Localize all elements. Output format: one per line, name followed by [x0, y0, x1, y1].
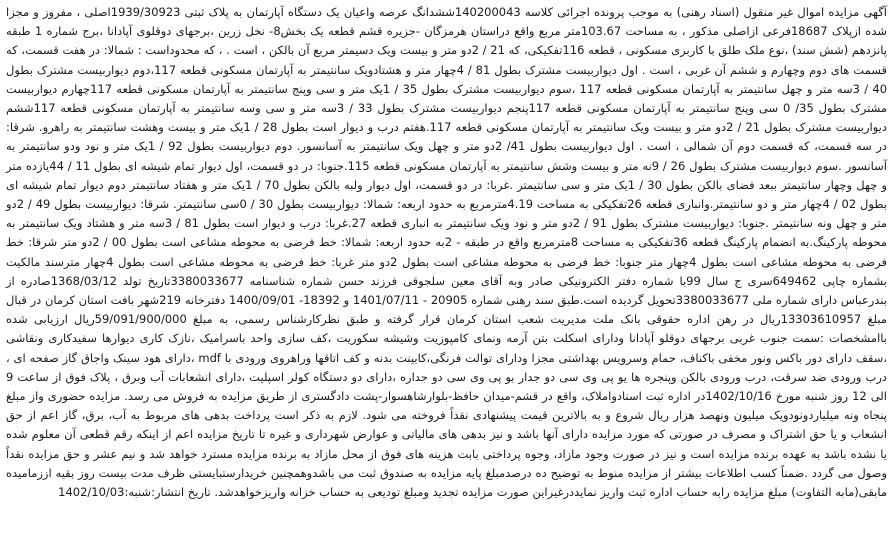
notice-body-text: آگهی مزایده اموال غیر منقول (اسناد رهنی) به موجب پرونده اجرائی کلاسه 140200043ششدانگ عرصه واعیان یک دستگاه آپارتمان به پلاک ثبتی 1939/30923اصلی ، مفروز و مجزا شده ازپلاک 18687فرعی ازاصلی مذکور ، به مساحت 103.67متر مربع واقع دراستان هرمزگان -جزیره قشم قطعه یک بخش8- نخل زرین ،برجهای دوقلوی آپادانا ،برج شماره 1 طبقه پانزدهم (شش سند) ،نوع ملک طلق با کاربری مسکونی ، قطعه 116تفکیکی، که 21 / 2دو متر و بیست ویک دسیمتر مربع آن بالکن ، است . ، که محدوداست : شمالا: در هفت قسمت، که قسمت های دوم وچهارم و ششم آن غربی ، است . اول دیواربیست مشترک بطول 81 / 4چهار متر و هشتادویک سانتیمتر به آپارتمان مسکونی قطعه 117،دوم دیواربیست مشترک بطول 40 / 3سه متر و چهل سانتیمتر به آپارتمان مسکونی قطعه 117 ،سوم دیواربیست مشترک بطول 35 / 1یک متر و سی وپنج سانتیمتر به آپارتمان مسکونی قطعه 117چهارم دیواربیست مشترک بطول 35/ 0 سی وپنج سانتیمتر به آپارتمان مسکونی قطعه 117پنجم دیواربیست مشترک بطول 33 / 3سه متر و سی وسه سانتیمتر به آپارتمان مسکونی قطعه 117ششم دیواربیست مشترک بطول 21 / 2دو متر و بیست ویک سانتیمتر به آپارتمان مسکونی قطعه 117.هفتم درب و دیوار است بطول 28 / 1یک متر و بیست وهشت سانتیمتر به راهرو. شرقا: در سه قسمت، که قسمت دوم آن شمالی ، است . اول دیواربیست بطول 41/ 2دو متر و چهل ویک سانتیمتر به آسانسور. دوم دیواربیست بطول 92 / 1یک متر و نود ودو سانتیمتر به آسانسور .سوم دیواربیست مشترک بطول 26 / 9نه متر و بیست وشش سانتیمتر به آپارتمان مسکونی قطعه 115.جنوبا: در دو قسمت، اول دیوار تمام شیشه ای بطول 11 / 44یازده متر و چهل وچهار سانتیمتر ببعد فضای بالکن بطول 30 / 1یک متر و سی سانتیمتر .غربا: در دو قسمت، اول دیوار ولبه بالکن بطول 70 / 1یک متر و هفتاد سانتیمتر دوم دیوار تمام شیشه ای بطول 02 / 4چهار متر و دو سانتیمتر.وانباری قطعه 26تفکیکی به مساحت 4.19مترمربع به حدود اربعه: شمالا: دیواربیست بطول 30 / 0سی سانتیمتر. شرقا: دیواربیست بطول 49 / 2دو متر و چهل ونه سانتیمتر .جنوبا: دیواربیست مشترک بطول 91 / 2دو متر و نود ویک سانتیمتر به انباری قطعه 27.غربا: درب و دیوار است بطول 81 / 3سه متر و هشتاد ویک سانتیمتر به محوطه پارکینگ.به انضمام پارکینگ قطعه 36تفکیکی به مساحت 8مترمربع واقع در طبقه - 2به حدود اربعه: شمالا: خط فرضی به محوطه مشاعی است بطول 00 / 2دو متر شرقا: خط فرضی به محوطه مشاعی است بطول 4چهار متر جنوبا: خط فرضی به محوطه مشاعی است بطول 2دو متر غربا: خط فرضی به محوطه مشاعی است بطول 4چهار مترسند مالکیت بشماره چاپی 649462سری ج سال 99با شماره دفتر الکترونیکی صادر وبه آقای معین سلجوقی فرزند حسن شماره شناسنامه 3380033677تاریخ تولد 1368/03/12صادره از بندرعباس دارای شماره ملی 3380033677تحویل گردیده است.طبق سند رهنی شماره 20905 - 1401/07/11 و 18392- 1400/09/01 دفترخانه 219شهر بافت استان کرمان در قبال مبلغ 13303610957ریال در رهن اداره حقوقی بانک ملت مدیریت شعب استان کرمان قرار گرفته و طبق نظرکارشناس رسمی، به مبلغ 59/091/900/000ریال ارزیابی شده باامشخصات :سمت جنوب غربی برجهای دوقلو آپادانا ودارای اسکلت بتن آرمه ونمای کامپوزیت وشیشه سکوریت ،کف سازی واحد باسرامیک ،نازک کاری دیوارها سفیدکاری ونقاشی ،سقف دارای دور باکس ونور مخفی باکناف، حمام وسرویس بهداشتی مجزا ودارای توالت فرنگی،کابینت بدنه و کف اتاقها وراهروی ورودی با mdf ،دارای هود سینک واجاق گاز صفحه ای ، درب ورودی ضد سرقت، درب ورودی بالکن وپنجره ها یو پی وی سی دو جدار بو پی وی سی دو جداره ،دارای دو دستگاه کولر اسپلیت ،دارای انشعابات آب وبرق ، پلاک فوق از ساعت 9 الی 12 روز شنبه مورخ 1402/10/16در اداره ثبت اسنادواملاک، واقع در قشم-میدان حافظ-بلوارشاهسوار-پشت دادگستری از طریق مزایده به فروش می رسد. مزایده حضوری واز مبلغ پنجاه ونه میلیاردونودویک میلیون ونهصد هزار ریال شروع و به بالاترین قیمت پیشنهادی نقداً فروخته می شود. لازم به ذکر است پرداخت بدهی های مربوط به آب، برق، گاز اعم از حق انشعاب و یا حق اشتراک و مصرف در صورتی که مورد مزایده دارای آنها باشد و نیز بدهی های مالیاتی و عوارض شهرداری و غیره تا تاریخ مزایده اعم از اینکه رقم قطعی آن معلوم شده یا نشده باشد به عهده برنده مزایده است و نیز در صورت وجود مازاد، وجوه پرداختی بابت هزینه های فوق از محل مازاد به برنده مزایده مسترد خواهد شد و نیم عشر و حق مزایده نقداً وصول می گردد .ضمناً کسب اطلاعات بیشتر از مزایده منوط به توضیح ده درصدمبلغ پایه مزایده به صندوق ثبت می باشدوهمچنین خریدارستبایستی ظرف مدت بیست روز بقیه اززمامیده مابقی(مابه التفاوت) مبلغ مزایده رابه حساب اداره ثبت واریز نمایددرغیراین صورت مزایده تجدید ومبلغ تودیعی به حساب خزانه واریزخواهدشد. [6, 5, 888, 500]
publication-date: تاریخ انتشار:شنبه:1402/10/03 [58, 485, 211, 500]
auction-notice [6, 3, 887, 502]
